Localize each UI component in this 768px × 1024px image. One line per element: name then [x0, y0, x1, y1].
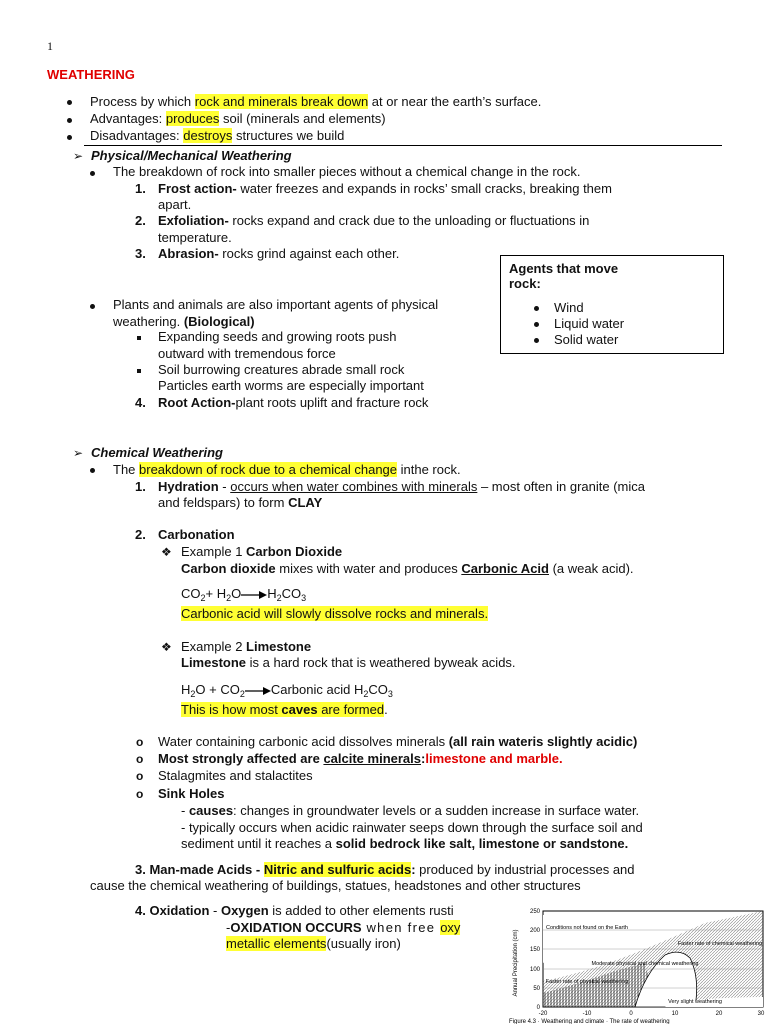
x-tick-label: 0 [629, 1011, 633, 1017]
square-bullet-icon [137, 369, 141, 373]
y-tick-label: 100 [529, 967, 540, 973]
circle-bullet-icon: o [136, 735, 144, 749]
bullet-icon [67, 100, 72, 105]
region-label: Faster rate of physical weathering [545, 979, 629, 985]
exfoliation-item: Exfoliation- rocks expand and crack due to the unloading or fluctuations in [158, 213, 590, 228]
intro-advantages: Advantages: produces soil (minerals and elements) [90, 111, 386, 126]
example1-desc: Carbon dioxide mixes with water and produces Carbonic Acid (a weak acid). [181, 561, 634, 576]
burrowing-line1: Soil burrowing creatures abrade small rock [158, 362, 405, 377]
rain-acidic-item: Water containing carbonic acid dissolves minerals (all rain wateris slightly acidic) [158, 734, 638, 749]
circle-bullet-icon: o [136, 769, 144, 783]
item-number: 2. [135, 213, 146, 228]
example2-heading: Example 2 Limestone [181, 639, 312, 654]
bullet-icon [90, 468, 95, 473]
example2-note: This is how most caves are formed. [181, 702, 388, 717]
circle-bullet-icon: o [136, 752, 144, 766]
bullet-icon [67, 118, 72, 123]
region-label: Conditions not found on the Earth [546, 925, 628, 931]
bullet-icon [534, 306, 539, 311]
sink-causes: - causes: changes in groundwater levels or a sudden increase in surface water. [181, 803, 640, 818]
intro-process: Process by which rock and minerals break down at or near the earth’s surface. [90, 94, 542, 109]
sink-holes-item: Sink Holes [158, 786, 225, 801]
frost-action-item: Frost action- water freezes and expands in rocks’ small cracks, breaking them [158, 181, 612, 196]
circle-bullet-icon: o [136, 787, 144, 801]
agents-box [500, 255, 724, 354]
arrow-bullet-icon: ➢ [73, 149, 84, 163]
physical-heading: Physical/Mechanical Weathering [91, 148, 292, 163]
region-label: Moderate physical and chemical weathering [591, 961, 699, 967]
diamond-bullet-icon: ❖ [161, 640, 172, 654]
region-label: Very slight weathering [668, 999, 722, 1005]
chemical-definition: The breakdown of rock due to a chemical change inthe rock. [113, 462, 461, 477]
y-tick-label: 0 [536, 1005, 540, 1011]
bullet-icon [534, 338, 539, 343]
oxidation-occurs: -OXIDATION OCCURS when free oxy [226, 920, 461, 935]
calcite-item: Most strongly affected are calcite minerals:limestone and marble. [158, 751, 563, 766]
bullet-icon [90, 304, 95, 309]
sink-bedrock: sediment until it reaches a solid bedrock like salt, limestone or sandstone. [181, 836, 629, 851]
item-number: 1. [135, 479, 146, 494]
bullet-icon [67, 135, 72, 140]
burrowing-line2: Particles earth worms are especially important [158, 378, 424, 393]
item-number: 2. [135, 527, 146, 542]
sink-occurs: - typically occurs when acidic rainwater seeps down through the surface soil and [181, 820, 643, 835]
agent-item: Liquid water [554, 316, 625, 331]
reaction-arrow-icon [241, 591, 267, 599]
hydration-item: Hydration - occurs when water combines with minerals – most often in granite (mica [158, 479, 645, 494]
agent-item: Solid water [554, 332, 619, 347]
man-made-acids-cont: cause the chemical weathering of buildings, statues, headstones and other structures [90, 878, 581, 893]
y-axis-label: Annual Precipitation (cm) [513, 929, 519, 997]
reaction-arrow-icon [245, 687, 271, 695]
item-number: 4. [135, 395, 146, 410]
page-title: WEATHERING [47, 67, 135, 82]
diamond-bullet-icon: ❖ [161, 545, 172, 559]
seeds-line1: Expanding seeds and growing roots push [158, 329, 397, 344]
carbonation-heading: Carbonation [158, 527, 235, 542]
x-tick-label: 20 [715, 1011, 723, 1017]
abrasion-item: Abrasion- rocks grind against each other. [158, 246, 400, 261]
bullet-icon [90, 171, 95, 176]
section-divider [84, 145, 722, 146]
weathering-climate-figure [505, 903, 768, 1024]
page-number: 1 [47, 39, 53, 53]
figure-caption: Figure 4.3 · Weathering and climate · The rate of weathering [509, 1019, 670, 1024]
y-tick-label: 50 [533, 986, 540, 992]
y-tick-label: 200 [529, 928, 540, 934]
stalagmites-item: Stalagmites and stalactites [158, 768, 313, 783]
biological-line2: weathering. (Biological) [113, 314, 255, 329]
intro-disadvantages: Disadvantages: destroys structures we build [90, 128, 345, 143]
example1-heading: Example 1 Carbon Dioxide [181, 544, 343, 559]
frost-action-cont: apart. [158, 197, 192, 212]
agent-item: Wind [554, 300, 584, 315]
y-tick-label: 150 [529, 947, 540, 953]
hydration-cont: and feldspars) to form CLAY [158, 495, 323, 510]
bullet-icon [534, 322, 539, 327]
physical-definition: The breakdown of rock into smaller pieces without a chemical change in the rock. [113, 164, 581, 179]
x-tick-label: 10 [671, 1011, 679, 1017]
item-number: 1. [135, 181, 146, 196]
y-tick-label: 250 [529, 909, 540, 915]
item-number: 3. [135, 246, 146, 261]
example2-desc: Limestone is a hard rock that is weathered byweak acids. [181, 655, 516, 670]
oxidation-metals: metallic elements(usually iron) [226, 936, 401, 951]
x-tick-label: -10 [582, 1011, 592, 1017]
arrow-bullet-icon: ➢ [73, 446, 84, 460]
chemical-heading: Chemical Weathering [91, 445, 223, 460]
agents-title-line2: rock: [509, 276, 541, 291]
x-tick-label: 30 [757, 1011, 765, 1017]
weathering-climate-diagram [505, 903, 768, 1024]
oxidation-item: 4. Oxidation - Oxygen is added to other elements rusti [135, 903, 454, 918]
biological-line1: Plants and animals are also important agents of physical [113, 297, 439, 312]
equation2: $H_2O + CO_2$ Carbonic acid $H_2CO_3$ [181, 682, 393, 699]
seeds-line2: outward with tremendous force [158, 346, 336, 361]
x-tick-label: -20 [538, 1011, 548, 1017]
root-action-item: Root Action-plant roots uplift and fracture rock [158, 395, 429, 410]
region-label: Faster rate of chemical weathering [677, 941, 763, 947]
equation1: $CO_2+ H_2O$ $H_2CO_3$ [181, 586, 307, 603]
man-made-acids: 3. Man-made Acids - Nitric and sulfuric acids: produced by industrial processes and [135, 862, 635, 877]
exfoliation-cont: temperature. [158, 230, 232, 245]
square-bullet-icon [137, 336, 141, 340]
agents-title-line1: Agents that move [509, 261, 619, 276]
example1-note: Carbonic acid will slowly dissolve rocks and minerals. [181, 606, 489, 621]
